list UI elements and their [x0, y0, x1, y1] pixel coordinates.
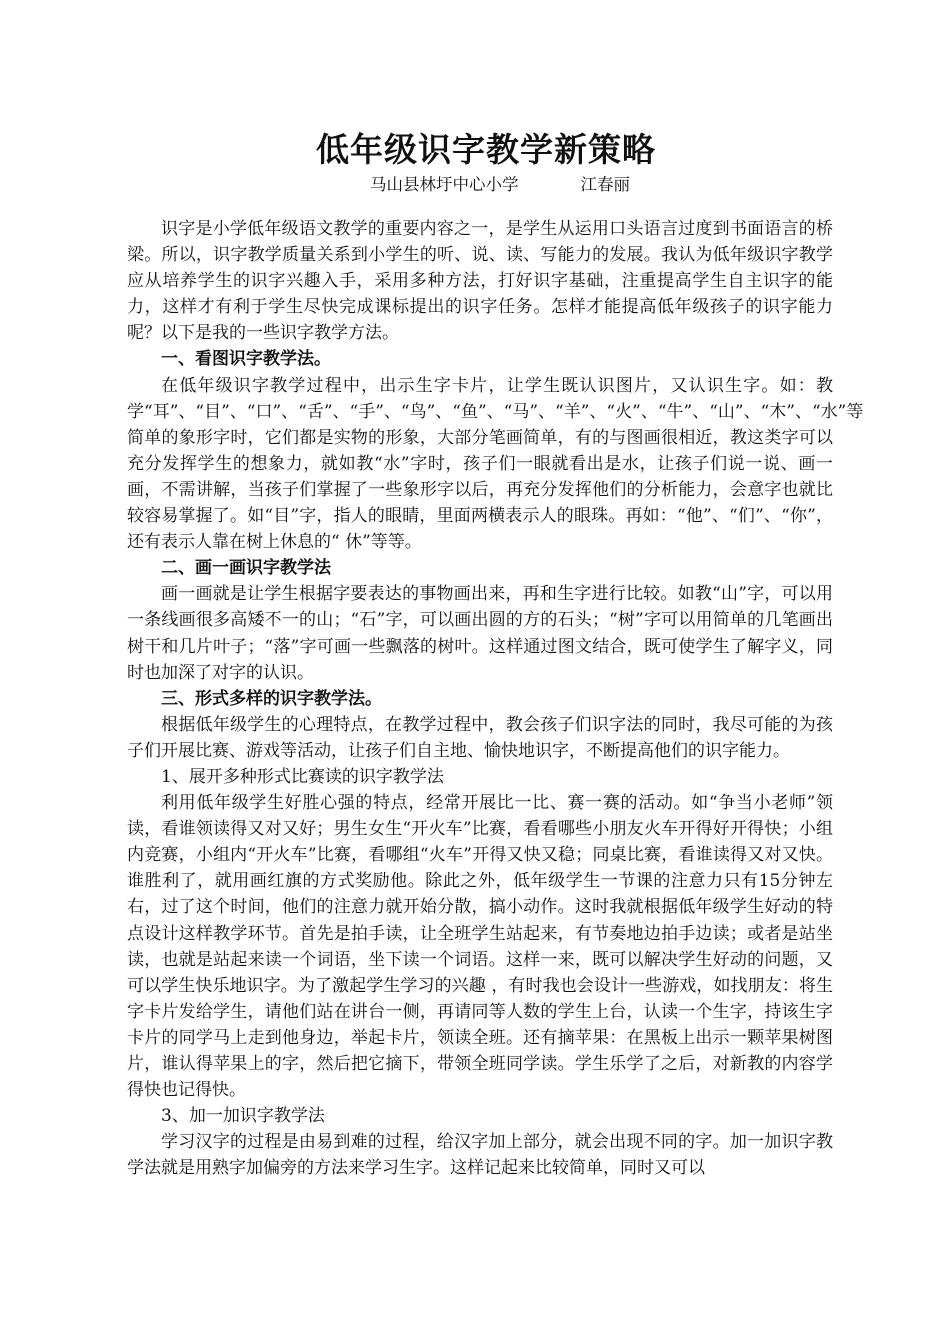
article-body — [127, 216, 864, 1181]
subsection-title-1: 1、展开多种形式比赛读的识字教学法 — [161, 766, 444, 787]
document-page — [127, 128, 864, 1181]
page-title: 低年级识字教学新策略 — [316, 130, 656, 169]
school-name: 马山县林圩中心小学 — [370, 175, 519, 194]
subsection-title-3: 3、加一加识字教学法 — [161, 1106, 325, 1127]
section-heading-2: 二、画一画识字教学法 — [161, 558, 331, 579]
section-heading-1: 一、看图识字教学法。 — [161, 349, 331, 370]
section-paragraph-1: 在低年级识字教学过程中，出示生字卡片，让学生既认识图片，又认识生字。如：教学“耳”、“目”、“口”、“舌”、“手”、“鸟”、“鱼”、“马”、“羊”、“火”、“牛”、“山”、“木”、“水”等简单的象形字时，它们都是实物的形象，大部分笔画简单，有的与图画很相近，教这类字可以充分发挥学生的想象力，就如教“水”字时，孩子们一眼就看出是水，让孩子们说一说、画一画，不需讲解，当孩子们掌握了一些象形字以后，再充分发挥他们的分析能力，会意字也就比较容易掌握了。如“目”字，指人的眼睛，里面两横表示人的眼珠。再如：“他”、“们”、“你”，还有表示人靠在树上休息的“ 休”等等。 — [127, 375, 864, 553]
byline — [127, 172, 833, 198]
section-paragraph-2: 画一画就是让学生根据字要表达的事物画出来，再和生字进行比较。如教“山”字，可以用一条线画很多高矮不一的山；“石”字，可以画出圆的方的石头；“树”字可以用简单的几笔画出树干和几片叶子；“落”字可画一些飘落的树叶。这样通过图文结合，既可使学生了解字义，同时也加深了对字的认识。 — [127, 584, 833, 683]
subsection-paragraph-1: 利用低年级学生好胜心强的特点，经常开展比一比、赛一赛的活动。如“争当小老师”领读，看谁领读得又对又好；男生女生“开火车”比赛，看看哪些小朋友火车开得好开得快；小组内竞赛，小组内“开火车”比赛，看哪组“火车”开得又快又稳；同桌比赛，看谁读得又对又快。谁胜利了，就用画红旗的方式奖励他。除此之外，低年级学生一节课的注意力只有15分钟左右，过了这个时间，他们的注意力就开始分散，搞小动作。这时我就根据低年级学生好动的特点设计这样教学环节。首先是拍手读，让全班学生站起来，有节奏地边拍手边读；或者是站坐读，也就是站起来读一个词语，坐下读一个词语。这样一来，既可以解决学生好动的问题，又可以学生快乐地识字。为了激起学生学习的兴趣 ，有时我也会设计一些游戏，如找朋友：将生字卡片发给学生，请他们站在讲台一侧，再请同等人数的学生上台，认读一个生字，持该生字卡片的同学马上走到他身边，举起卡片，领读全班。还有摘苹果：在黑板上出示一颗苹果树图片，谁认得苹果上的字，然后把它摘下，带领全班同学读。学生乐学了之后，对新教的内容学得快也记得快。 — [127, 793, 833, 1101]
section-heading-3: 三、形式多样的识字教学法。 — [161, 688, 382, 709]
section-paragraph-3: 根据低年级学生的心理特点，在教学过程中，教会孩子们识字法的同时，我尽可能的为孩子们开展比赛、游戏等活动，让孩子们自主地、愉快地识字，不断提高他们的识字能力。 — [127, 714, 833, 761]
subsection-paragraph-3: 学习汉字的过程是由易到难的过程，给汉字加上部分，就会出现不同的字。加一加识字教学法就是用熟字加偏旁的方法来学习生字。这样记起来比较简单，同时又可以 — [127, 1132, 833, 1179]
intro-paragraph: 识字是小学低年级语文教学的重要内容之一，是学生从运用口头语言过度到书面语言的桥梁。所以，识字教学质量关系到小学生的听、说、读、写能力的发展。我认为低年级识字教学应从培养学生的识字兴趣入手，采用多种方法，打好识字基础，注重提高学生自主识字的能力，这样才有利于学生尽快完成课标提出的识字任务。怎样才能提高低年级孩子的识字能力呢？以下是我的一些识字教学方法。 — [127, 219, 833, 344]
author-name: 江春丽 — [580, 175, 630, 194]
